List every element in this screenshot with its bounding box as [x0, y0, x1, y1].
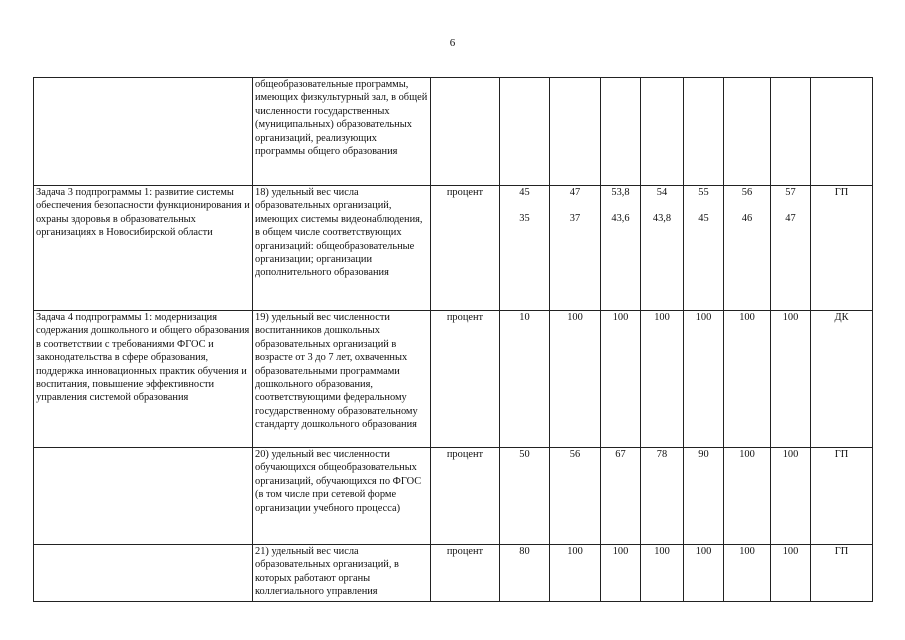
- unit-cell: [431, 78, 500, 186]
- value-cell: 90: [684, 448, 724, 545]
- page-number: 6: [449, 37, 456, 49]
- value-additional: 45: [698, 213, 709, 225]
- value-cell: [500, 78, 550, 186]
- value-general: 47: [569, 187, 581, 198]
- table-row: [34, 311, 873, 448]
- value-cell: [771, 78, 811, 186]
- value-cell: [724, 78, 771, 186]
- value-cell: 100: [641, 311, 684, 448]
- value-additional: 43,6: [611, 213, 630, 225]
- table-row: [34, 186, 873, 311]
- value-cell: [500, 186, 550, 311]
- task-cell: [34, 448, 253, 545]
- value-general: 55: [698, 187, 709, 198]
- value-cell: 80: [500, 545, 550, 602]
- value-general: 53,8: [611, 187, 630, 198]
- responsible-cell: ГП: [811, 186, 873, 311]
- value-cell: 50: [500, 448, 550, 545]
- responsible-cell: ГП: [811, 545, 873, 602]
- indicator-cell: 20) удельный вес численности обучающихся общеобразовательных организаций, обучающихся по ФГОС (в том числе при сетевой форме организации учебного процесса): [253, 448, 431, 545]
- unit-cell: процент: [431, 448, 500, 545]
- value-cell: [684, 186, 724, 311]
- value-additional: 47: [785, 213, 796, 225]
- indicators-table-body: [34, 78, 873, 602]
- task-cell: [34, 78, 253, 186]
- value-cell: [771, 186, 811, 311]
- table-row: [34, 545, 873, 602]
- value-cell: 56: [550, 448, 601, 545]
- value-cell: 100: [550, 545, 601, 602]
- value-additional: 37: [569, 213, 581, 225]
- unit-cell: процент: [431, 545, 500, 602]
- value-cell: [641, 186, 684, 311]
- value-cell: 78: [641, 448, 684, 545]
- value-general: 56: [741, 187, 753, 198]
- value-general: 45: [519, 187, 530, 198]
- value-cell: [550, 78, 601, 186]
- value-cell: [601, 78, 641, 186]
- value-additional: 46: [741, 213, 753, 225]
- value-cell: 100: [684, 311, 724, 448]
- value-general: 57: [785, 187, 796, 198]
- indicator-cell: 19) удельный вес численности воспитанников дошкольных образовательных организаций в возрасте от 3 до 7 лет, охваченных образовательными программами дошкольного образования, соответствующими федеральному государственному образовательному стандарту дошкольного образования: [253, 311, 431, 448]
- value-additional: 43,8: [652, 213, 672, 225]
- value-cell: 100: [771, 311, 811, 448]
- value-cell: 100: [684, 545, 724, 602]
- table-row: [34, 448, 873, 545]
- value-cell: 67: [601, 448, 641, 545]
- task-cell: Задача 3 подпрограммы 1: развитие системы обеспечения безопасности функционирования и охраны здоровья в образовательных организациях в Новосибирской области: [34, 186, 253, 311]
- value-cell: [724, 186, 771, 311]
- indicator-cell: общеобразовательные программы, имеющих физкультурный зал, в общей численности государственных (муниципальных) образовательных организаций, реализующих программы общего образования: [253, 78, 431, 186]
- value-cell: [641, 78, 684, 186]
- value-cell: 100: [724, 311, 771, 448]
- value-general: 54: [656, 187, 668, 198]
- value-cell: 100: [601, 545, 641, 602]
- value-cell: 100: [724, 448, 771, 545]
- task-cell: [34, 545, 253, 602]
- value-cell: [601, 186, 641, 311]
- value-cell: 100: [550, 311, 601, 448]
- indicators-table: [33, 77, 873, 602]
- value-cell: [550, 186, 601, 311]
- responsible-cell: ГП: [811, 448, 873, 545]
- unit-cell: процент: [431, 311, 500, 448]
- responsible-cell: ДК: [811, 311, 873, 448]
- task-cell: Задача 4 подпрограммы 1: модернизация содержания дошкольного и общего образования в соответствии с требованиями ФГОС и законодательства в сфере образования, поддержка инновационных практик обучения и воспитания, повышение эффективности управления системой образования: [34, 311, 253, 448]
- indicator-cell: 21) удельный вес числа образовательных организаций, в которых работают органы коллегиального управления: [253, 545, 431, 602]
- value-cell: 10: [500, 311, 550, 448]
- responsible-cell: [811, 78, 873, 186]
- table-row: [34, 78, 873, 186]
- value-cell: 100: [601, 311, 641, 448]
- indicator-cell: 18) удельный вес числа образовательных организаций, имеющих системы видеонаблюдения, в общем числе соответствующих организаций: общеобразовательные организации; организации дополнительного образования: [253, 186, 431, 311]
- value-cell: 100: [771, 545, 811, 602]
- value-cell: 100: [771, 448, 811, 545]
- value-cell: 100: [724, 545, 771, 602]
- unit-cell: процент: [431, 186, 500, 311]
- value-cell: 100: [641, 545, 684, 602]
- value-additional: 35: [519, 213, 530, 225]
- value-cell: [684, 78, 724, 186]
